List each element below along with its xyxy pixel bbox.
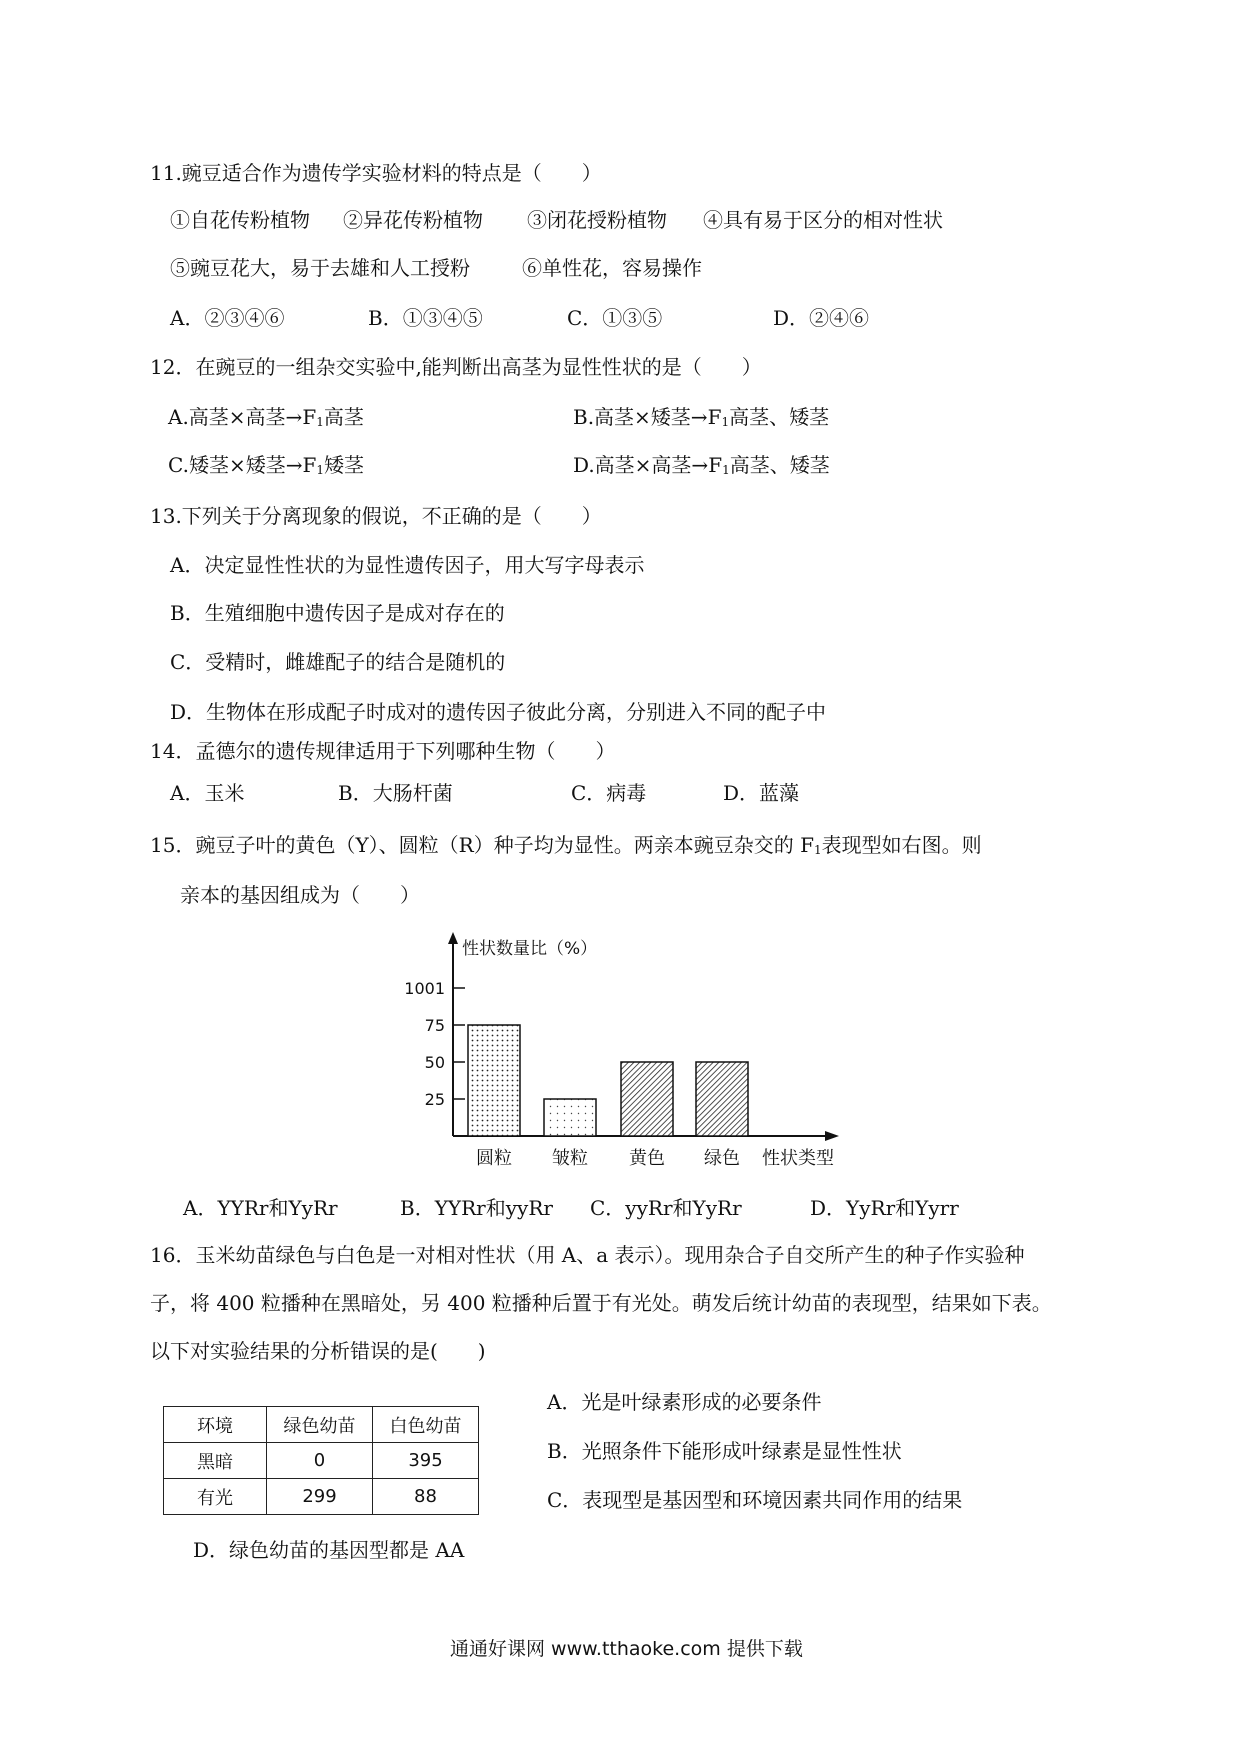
q11-option-a: A．②③④⑥ <box>170 306 285 330</box>
q16-stem-line2: 子，将 400 粒播种在黑暗处，另 400 粒播种后置于有光处。萌发后统计幼苗的表现型，结果如下表。 <box>150 1291 1052 1315</box>
chart-bars <box>468 1025 748 1136</box>
bar-绿色 <box>696 1062 748 1136</box>
q15-option-d: D．YyRr和Yyrr <box>810 1196 959 1220</box>
q13-option-a: A．决定显性性状的为显性遗传因子，用大写字母表示 <box>170 553 645 577</box>
table-cell: 88 <box>373 1479 479 1515</box>
q14-option-c: C．病毒 <box>571 781 647 805</box>
q14-option-b: B．大肠杆菌 <box>338 781 453 805</box>
trait-ratio-bar-chart <box>400 928 850 1178</box>
q11-statement-5: ⑤豌豆花大，易于去雄和人工授粉 <box>170 256 470 280</box>
q16-option-a: A．光是叶绿素形成的必要条件 <box>547 1390 822 1414</box>
table-cell: 0 <box>267 1443 373 1479</box>
q13-option-d: D．生物体在形成配子时成对的遗传因子彼此分离，分别进入不同的配子中 <box>170 700 827 724</box>
q11-statement-2: ②异花传粉植物 <box>343 208 483 232</box>
seedling-results-table <box>163 1406 479 1515</box>
q14-stem: 14．孟德尔的遗传规律适用于下列哪种生物（ ） <box>150 739 616 763</box>
q13-stem: 13.下列关于分离现象的假说，不正确的是（ ） <box>150 504 602 528</box>
table-cell: 黑暗 <box>164 1443 267 1479</box>
q13-option-c: C．受精时，雌雄配子的结合是随机的 <box>170 650 506 674</box>
q11-statement-4: ④具有易于区分的相对性状 <box>703 208 943 232</box>
x-axis-arrow <box>825 1131 839 1141</box>
q16-stem-line3: 以下对实验结果的分析错误的是( ) <box>150 1339 486 1363</box>
q15-stem: 15．豌豆子叶的黄色（Y）、圆粒（R）种子均为显性。两亲本豌豆杂交的 F1表现型如右图。则 <box>150 833 982 857</box>
table-cell: 有光 <box>164 1479 267 1515</box>
q13-option-b: B．生殖细胞中遗传因子是成对存在的 <box>170 601 505 625</box>
q16-option-d: D．绿色幼苗的基因型都是 AA <box>193 1538 465 1562</box>
q11-statement-3: ③闭花授粉植物 <box>527 208 667 232</box>
q11-stem: 11.豌豆适合作为遗传学实验材料的特点是（ ） <box>150 161 602 185</box>
q15-option-a: A．YYRr和YyRr <box>183 1196 338 1220</box>
q15-option-c: C．yyRr和YyRr <box>590 1196 742 1220</box>
q16-option-b: B．光照条件下能形成叶绿素是显性性状 <box>547 1439 902 1463</box>
table-header-row <box>164 1407 479 1443</box>
bar-圆粒 <box>468 1025 520 1136</box>
table-cell: 299 <box>267 1479 373 1515</box>
y-tick-label: 75 <box>424 1016 445 1035</box>
y-tick-label: 50 <box>424 1053 445 1072</box>
table-header-cell: 环境 <box>164 1407 267 1443</box>
x-tick-label: 皱粒 <box>552 1148 588 1169</box>
bar-皱粒 <box>544 1099 596 1136</box>
x-tick-label: 圆粒 <box>476 1148 512 1169</box>
q14-option-d: D．蓝藻 <box>723 781 800 805</box>
q11-option-c: C．①③⑤ <box>567 306 663 330</box>
chart-labels <box>404 979 740 1169</box>
x-tick-label: 绿色 <box>704 1148 740 1169</box>
chart-x-axis-label: 性状类型 <box>762 1148 834 1169</box>
y-tick-label: 1001 <box>404 979 445 998</box>
q14-option-a: A．玉米 <box>170 781 245 805</box>
table-row <box>164 1443 479 1479</box>
y-axis-arrow <box>448 932 458 944</box>
q12-option-c: C.矮茎×矮茎→F1矮茎 <box>168 453 364 477</box>
q11-statement-1: ①自花传粉植物 <box>170 208 310 232</box>
q12-option-b: B.高茎×矮茎→F1高茎、矮茎 <box>573 405 830 429</box>
q15-option-b: B．YYRr和yyRr <box>400 1196 553 1220</box>
q12-stem: 12．在豌豆的一组杂交实验中,能判断出高茎为显性性状的是（ ） <box>150 355 762 379</box>
table-row <box>164 1479 479 1515</box>
q11-statement-6: ⑥单性花，容易操作 <box>522 256 702 280</box>
table-header-cell: 白色幼苗 <box>373 1407 479 1443</box>
bar-黄色 <box>621 1062 673 1136</box>
q15-stem-line2: 亲本的基因组成为（ ） <box>180 883 420 907</box>
q12-option-d: D.高茎×高茎→F1高茎、矮茎 <box>573 453 830 477</box>
y-tick-label: 25 <box>424 1090 445 1109</box>
q16-option-c: C．表现型是基因型和环境因素共同作用的结果 <box>547 1488 963 1512</box>
q16-stem-line1: 16．玉米幼苗绿色与白色是一对相对性状（用 A、a 表示）。现用杂合子自交所产生的种子作实验种 <box>150 1243 1025 1267</box>
table-cell: 395 <box>373 1443 479 1479</box>
page-footer: 通通好课网 www.tthaoke.com 提供下载 <box>450 1638 803 1660</box>
q12-option-a: A.高茎×高茎→F1高茎 <box>168 405 364 429</box>
q11-option-b: B．①③④⑤ <box>368 306 483 330</box>
chart-title: 性状数量比（%） <box>462 939 598 959</box>
x-tick-label: 黄色 <box>629 1148 665 1169</box>
q11-option-d: D．②④⑥ <box>773 306 870 330</box>
table-header-cell: 绿色幼苗 <box>267 1407 373 1443</box>
